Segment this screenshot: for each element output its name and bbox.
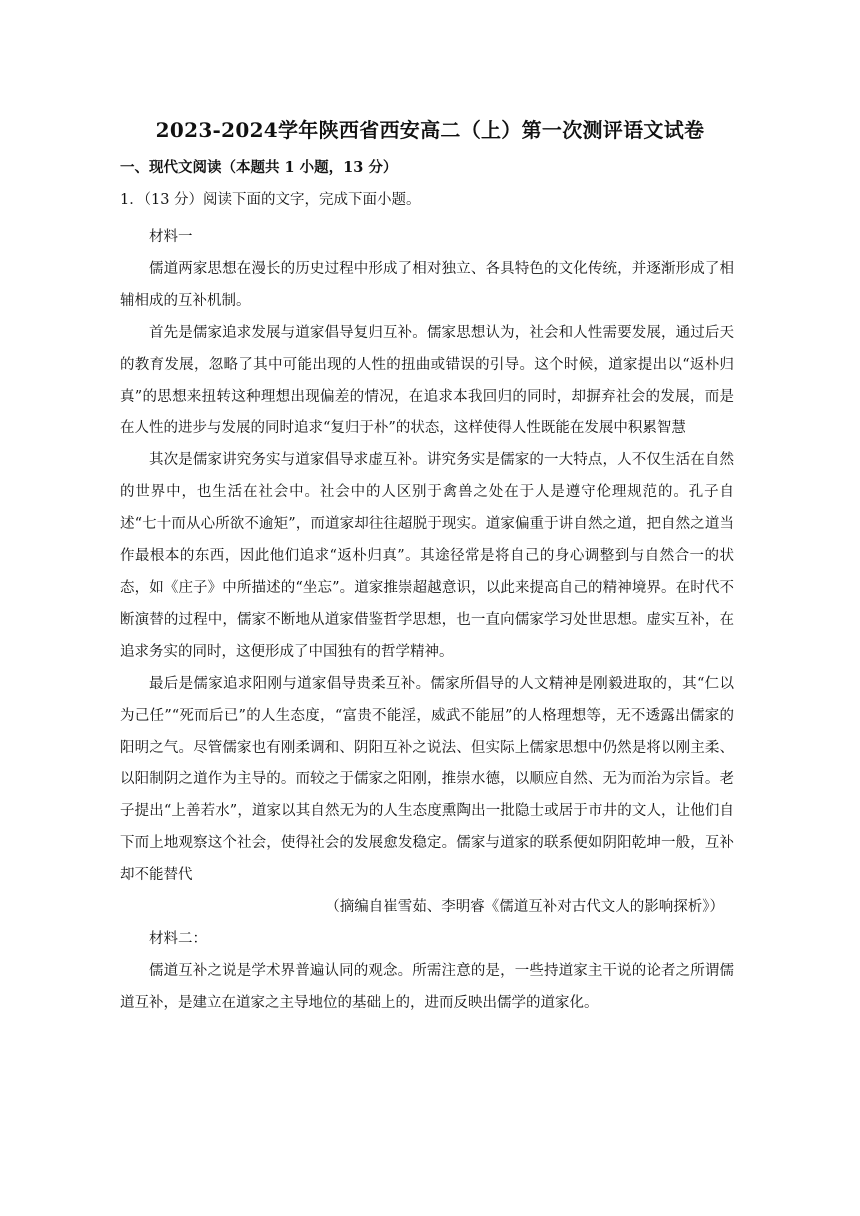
question-intro: 1．（13 分）阅读下面的文字，完成下面小题。 [120,192,421,208]
material-one-label: 材料一 [149,229,193,245]
paragraph-4: 最后是儒家追求阳刚与道家倡导贵柔互补。儒家所倡导的人文精神是刚毅进取的，其“仁以为己任”“死而后已”的人生态度，“富贵不能淫，威武不能屈”的人格理想等，无不透露出儒家的阳明之气。尽管儒家也有刚柔调和、阴阳互补之说法、但实际上儒家思想中仍然是将以刚主柔、以阳制阴之道作为主导的。而较之于儒家之阳刚，推崇水德，以顺应自然、无为而治为宗旨。老子提出“上善若水”，道家以其自然无为的人生态度熏陶出一批隐士或居于市井的文人，让他们自下而上地观察这个社会，使得社会的发展愈发稳定。儒家与道家的联系便如阴阳乾坤一般，互补却不能替代 [120,675,734,884]
paragraph-1: 儒道两家思想在漫长的历史过程中形成了相对独立、各具特色的文化传统，并逐渐形成了相辅相成的互补机制。 [120,260,734,309]
section-heading: 一、现代文阅读（本题共 1 小题，13 分） [120,159,398,176]
material-two-paragraph-1: 儒道互补之说是学术界普遍认同的观念。所需注意的是，一些持道家主干说的论者之所谓儒道互补，是建立在道家之主导地位的基础上的，进而反映出儒学的道家化。 [120,962,734,1011]
material-two-label: 材料二： [149,930,207,947]
paragraph-2: 首先是儒家追求发展与道家倡导复归互补。儒家思想认为，社会和人性需要发展，通过后天的教育发展，忽略了其中可能出现的人性的扭曲或错误的引导。这个时候，道家提出以“返朴归真”的思想来扭转这种理想出现偏差的情况，在追求本我回归的同时，却摒弃社会的发展，而是在人性的进步与发展的同时追求“复归于朴”的状态，这样使得人性既能在发展中积累智慧 [120,324,734,437]
exam-title: 2023-2024学年陕西省西安高二（上）第一次测评语文试卷 [155,118,705,142]
reading-passage [120,222,734,1020]
citation: （摘编自崔雪茹、李明睿《儒道互补对古代文人的影响探析》） [325,899,724,916]
paragraph-3: 其次是儒家讲究务实与道家倡导求虚互补。讲究务实是儒家的一大特点，人不仅生活在自然的世界中，也生活在社会中。社会中的人区别于禽兽之处在于人是遵守伦理规范的。孔子自述“七十而从心所欲不逾矩”，而道家却往往超脱于现实。道家偏重于讲自然之道，把自然之道当作最根本的东西，因此他们追求“返朴归真”。其途径常是将自己的身心调整到与自然合一的状态，如《庄子》中所描述的“坐忘”。道家推崇超越意识，以此来提高自己的精神境界。在时代不断演替的过程中，儒家不断地从道家借鉴哲学思想，也一直向儒家学习处世思想。虚实互补，在追求务实的同时，这便形成了中国独有的哲学精神。 [120,452,734,660]
